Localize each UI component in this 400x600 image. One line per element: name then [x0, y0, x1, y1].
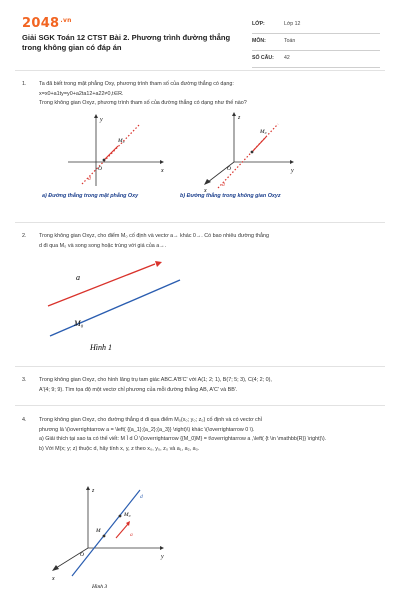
- document-meta: [252, 17, 380, 68]
- question-4: [22, 416, 380, 454]
- label-z: z: [92, 488, 95, 494]
- label-origin: O: [80, 552, 84, 558]
- vector-a: [252, 137, 266, 152]
- meta-row-class: [252, 17, 380, 34]
- vector-a: [48, 264, 155, 306]
- question-line: x=x0+a1ty=y0+a2ta12+a22≠0,t∈R.: [39, 90, 124, 97]
- x-axis-arrow: [204, 179, 211, 185]
- question-line: Trong không gian Oxyz, cho điểm M₀ cố định và vectơ a→ khác 0→. Có bao nhiêu đường thẳng: [39, 233, 269, 239]
- figure-line-in-space: [190, 110, 300, 192]
- logo-text: 2048: [22, 16, 60, 31]
- question-line: a) Giải thích tại sao ta có thể viết: M Î d Û \(\overrightarrow {{M_0}M} = t\overrightarrow a ,\left( {t \in \mathbb{R}} \right)\).: [39, 436, 327, 442]
- figure-hinh-3: [40, 480, 170, 590]
- site-logo[interactable]: [22, 16, 72, 31]
- label-d: d: [88, 176, 91, 182]
- meta-key: LỚP:: [252, 21, 265, 27]
- label-y: y: [291, 168, 294, 174]
- meta-key: SỐ CÂU:: [252, 55, 274, 61]
- label-z: z: [238, 115, 241, 121]
- label-d: d: [140, 494, 143, 500]
- line-d: [50, 280, 180, 336]
- question-divider: [15, 222, 385, 223]
- meta-value: 42: [284, 55, 290, 61]
- question-number: 1.: [22, 81, 27, 87]
- meta-key: MÔN:: [252, 38, 266, 44]
- point-m0: [103, 159, 106, 162]
- question-line: Trong không gian Oxyz, cho hình lăng trụ tam giác ABC.A'B'C' với A(1; 2; 1), B(7; 5; 3), C(4; 2; 0),: [39, 377, 272, 383]
- logo-suffix: .vn: [60, 16, 72, 24]
- question-line: phương là \(\overrightarrow a = \left( {{a_1};{a_2};{a_3}} \right)\) khác \(\overrightarrow 0 \).: [39, 426, 255, 433]
- question-line: Trong không gian Oxyz, phương trình tham số của đường thẳng có dạng như thế nào?: [39, 100, 247, 106]
- x-axis: [208, 162, 234, 182]
- question-divider: [15, 366, 385, 367]
- question-line: d đi qua M₀ và song song hoặc trùng với giá của a→.: [39, 242, 167, 249]
- line-d: [82, 124, 140, 184]
- label-m: M: [96, 528, 101, 534]
- figure-caption-a: a) Đường thẳng trong mặt phẳng Oxy: [42, 193, 139, 199]
- y-axis-arrow: [94, 114, 98, 118]
- vector-a: [104, 146, 118, 160]
- label-m0: M₀: [124, 512, 131, 518]
- z-axis-arrow: [86, 486, 90, 490]
- header-divider: [15, 70, 385, 71]
- question-line: Ta đã biết trong mặt phẳng Oxy, phương trình tham số của đường thẳng có dạng:: [39, 81, 234, 87]
- meta-value: Toán: [284, 38, 296, 44]
- point-m0: [251, 151, 254, 154]
- y-axis-arrow: [160, 546, 164, 550]
- x-axis-arrow: [160, 160, 164, 164]
- question-number: 3.: [22, 377, 27, 383]
- point-m: [103, 535, 106, 538]
- question-line: A'(4; 9; 9). Tìm tọa độ một vectơ chỉ phương của mỗi đường thẳng AB, A'C' và BB'.: [39, 386, 238, 393]
- figure-hinh-1: [30, 258, 200, 358]
- y-axis-arrow: [290, 160, 294, 164]
- label-origin: O: [227, 166, 231, 172]
- vector-a: [116, 524, 128, 538]
- label-m0: M₀: [74, 319, 84, 328]
- point-m0: [119, 515, 122, 518]
- label-x: x: [204, 188, 207, 192]
- question-number: 2.: [22, 233, 27, 239]
- label-x: x: [52, 576, 55, 582]
- label-x: x: [161, 168, 164, 174]
- question-divider: [15, 405, 385, 406]
- label-y: y: [100, 117, 103, 123]
- label-origin: O: [98, 166, 102, 172]
- label-y: y: [161, 554, 164, 560]
- question-3: [22, 376, 380, 395]
- question-2: [22, 232, 380, 251]
- label-a: a: [130, 532, 133, 538]
- meta-row-subject: [252, 34, 380, 51]
- meta-value: Lớp 12: [284, 21, 301, 27]
- question-line: b) Với M(x; y; z) thuộc d, hãy tính x, y, z theo x₀, y₀, z₀ và a₁, a₂, a₃.: [39, 445, 200, 452]
- figure-caption: Hình 1: [90, 343, 112, 352]
- figure-caption: Hình 3: [92, 584, 108, 590]
- meta-row-count: [252, 51, 380, 68]
- label-a: a: [76, 273, 80, 282]
- question-number: 4.: [22, 417, 27, 423]
- x-axis-arrow: [52, 565, 59, 571]
- line-d: [218, 124, 278, 188]
- vector-a-arrowhead: [155, 261, 162, 267]
- x-axis: [56, 548, 88, 568]
- question-1: [22, 80, 380, 109]
- label-m0: M₀: [118, 138, 125, 144]
- label-d: d: [222, 182, 225, 188]
- label-m0: M₀: [260, 129, 267, 135]
- figure-caption-b: b) Đường thẳng trong không gian Oxyz: [180, 193, 281, 199]
- figure-line-in-plane: [60, 112, 170, 190]
- document-title: Giải SGK Toán 12 CTST Bài 2. Phương trình đường thẳng trong không gian có đáp án: [22, 33, 231, 52]
- z-axis-arrow: [232, 112, 236, 116]
- question-line: Trong không gian Oxyz, cho đường thẳng d đi qua điểm M₀(x₀; y₀; z₀) cố định và có vectơ chỉ: [39, 417, 262, 423]
